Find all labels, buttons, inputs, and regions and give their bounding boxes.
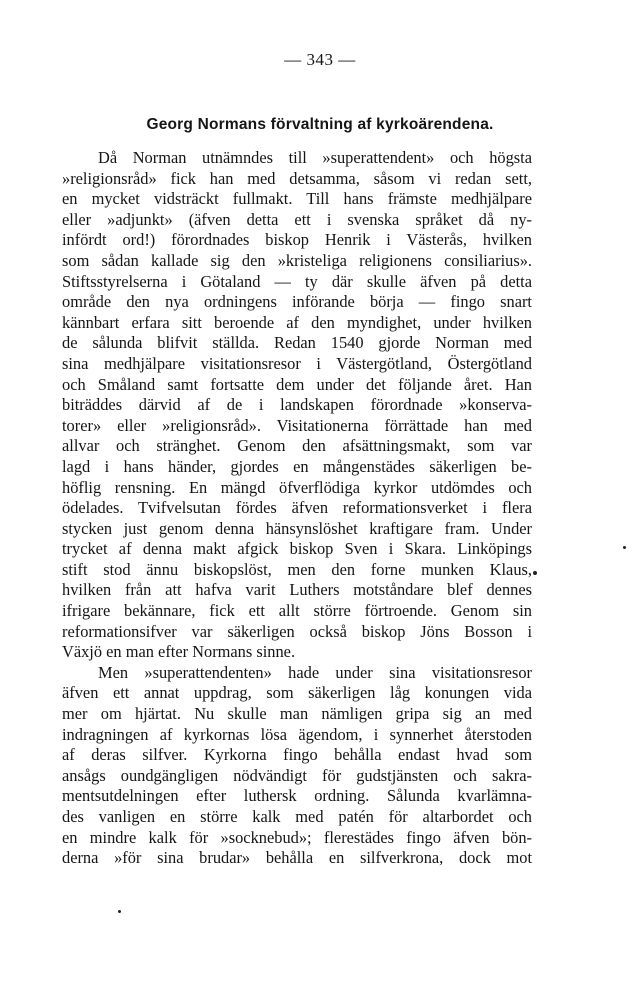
text-line: ansågs oundgängligen nödvändigt för gudstjänsten och sakra-: [62, 765, 532, 785]
print-speck: [623, 546, 626, 549]
text-line: kännbart erfara sitt beroende af den myndighet, under hvilken: [62, 312, 532, 332]
body-text: [62, 148, 532, 869]
text-line: mentsutdelningen efter luthersk ordning. Sålunda kvarlämna-: [62, 786, 532, 806]
text-line: mer om hjärtat. Nu skulle man nämligen gripa sig an med: [62, 704, 532, 724]
text-line: stycken just genom denna hänsynslöshet kraftigare fram. Under: [62, 518, 532, 538]
text-line: höflig rensning. En mängd öfverflödiga kyrkor utdömdes och: [62, 477, 532, 497]
text-line: som sådan kallade sig den »kristeliga religionens consiliarius».: [62, 250, 532, 270]
text-line: trycket af denna makt afgick biskop Sven i Skara. Linköpings: [62, 539, 532, 559]
section-heading: Georg Normans förvaltning af kyrkoärendena.: [146, 116, 494, 133]
text-line: infördt ord!) förordnades biskop Henrik i Västerås, hvilken: [62, 230, 532, 250]
text-line: en mindre kalk för »socknebud»; flerestädes fingo äfven bön-: [62, 827, 532, 847]
text-line: des vanligen en större kalk med patén för altarbordet och: [62, 807, 532, 826]
print-speck: [118, 910, 121, 913]
text-line: ödelades. Tvifvelsutan fördes äfven reformationsverket i flera: [62, 498, 532, 518]
page-number: — 343 —: [284, 50, 356, 69]
text-line: äfven ett annat uppdrag, som säkerligen låg konungen vida: [62, 683, 532, 703]
text-line: lagd i hans händer, gjordes en mångenstädes säkerligen be-: [62, 456, 532, 476]
text-line: reformationsifver var säkerligen också biskop Jöns Bosson i: [62, 621, 532, 641]
text-line: allvar och stränghet. Genom den afsättningsmakt, som var: [62, 436, 532, 456]
text-line: indragningen af kyrkornas lösa ägendom, i synnerhet återstoden: [62, 724, 532, 744]
text-line: derna »för sina brudar» behålla en silfverkrona, dock mot: [62, 848, 532, 868]
text-line: eller »adjunkt» (äfven detta ett i svenska språket då ny-: [62, 209, 532, 229]
text-line: Men »superattendenten» hade under sina visitationsresor: [98, 662, 532, 682]
text-line: Växjö en man efter Normans sinne.: [62, 642, 296, 662]
text-line: ifrigare bekännare, fick ett allt större förtroende. Genom sin: [62, 601, 532, 621]
text-line: hvilken från att hafva varit Luthers motståndare blef dennes: [62, 580, 532, 600]
text-line: Då Norman utnämndes till »superattendent» och högsta: [98, 148, 532, 167]
text-line: »religionsråd» fick han med detsamma, såsom vi redan sett,: [62, 168, 532, 188]
text-line: och Småland samt fortsatte dem under det följande året. Han: [62, 374, 532, 394]
text-line: Stiftsstyrelserna i Götaland — ty där skulle äfven på detta: [62, 271, 532, 291]
text-line: biträddes därvid af de i landskapen förordnade »konserva-: [62, 395, 532, 415]
text-line: torer» eller »religionsråd». Visitationerna förrättade han med: [62, 415, 532, 435]
text-line: stift stod ännu biskopslöst, men den forne munken Klaus,: [62, 559, 532, 579]
text-line: af deras silfver. Kyrkorna fingo behålla endast hvad som: [62, 745, 532, 765]
text-line: de sålunda blifvit ställda. Redan 1540 gjorde Norman med: [62, 333, 532, 353]
text-line: område den nya ordningens införande börja — fingo snart: [62, 292, 532, 312]
text-line: en mycket vidsträckt fullmakt. Till hans främste medhjälpare: [62, 189, 532, 209]
text-line: sina medhjälpare visitationsresor i Västergötland, Östergötland: [62, 353, 532, 373]
print-speck: [533, 571, 537, 575]
